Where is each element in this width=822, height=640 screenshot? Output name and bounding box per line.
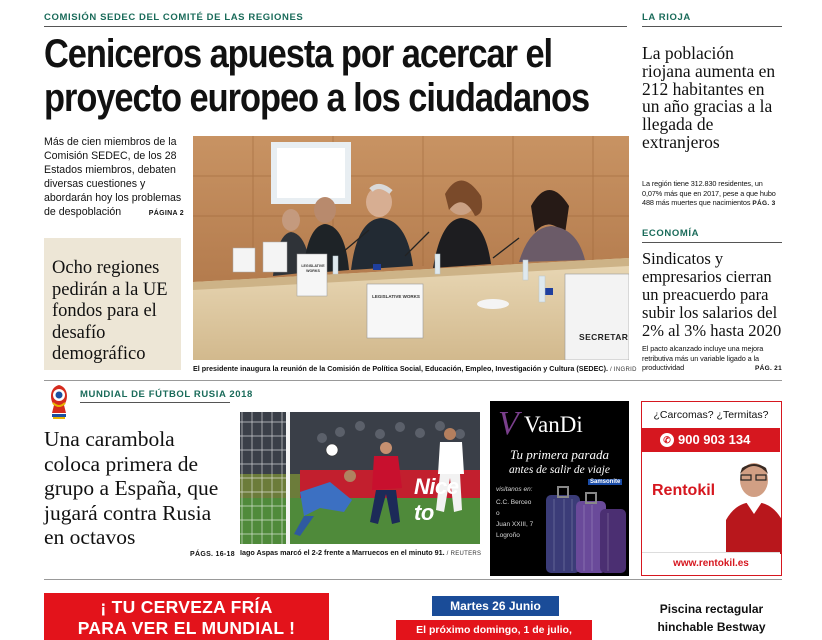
nameplate-small: LEGISLATIVE WORKS [301,264,325,273]
pool-promo[interactable] [641,600,782,636]
kicker-rule [44,26,627,27]
main-photo[interactable] [193,136,629,360]
promo-date: Martes 26 Junio [450,599,541,613]
world-cup-logo [44,383,74,421]
main-photo-caption-text: El presidente inaugura la reunión de la Comisión de Política Social, Educación, Empleo, Investigación y Cultura (SEDEC). [193,364,608,373]
top-story-lead [44,135,184,221]
samsonite-logo: Samsonite [590,479,621,485]
mundial-rule [80,402,230,403]
vandi-address-line: Juan XXIII, 7 [496,521,534,528]
ad-vandi[interactable] [490,401,629,576]
section-divider-right [490,380,782,381]
luggage-icon [536,483,629,576]
vandi-tagline-1: Tu primera parada [510,447,609,462]
main-photo-caption [193,364,637,375]
box-story[interactable] [44,238,181,370]
promo-sunday: El próximo domingo, 1 de julio, [416,624,572,636]
soccer-photo-credit: / REUTERS [446,551,482,557]
beer-ad-line1: ¡ TU CERVEZA FRÍA [100,597,273,617]
soccer-photo[interactable] [240,412,480,544]
mundial-page-ref[interactable]: PÁGS. 16-18 [190,551,235,558]
vandi-address-line: C.C. Berceo [496,499,532,506]
nameplate-secretary: SECRETAR [579,332,629,342]
rentokil-phone-bar[interactable] [642,428,780,452]
top-story-page-ref[interactable]: PÁGINA 2 [148,210,184,217]
pool-line1: Piscina rectagular [659,602,764,616]
main-photo-credit: / INGRID [609,367,637,373]
rentokil-person-photo [726,458,782,554]
beer-ad[interactable] [44,593,329,640]
rioja-kicker: LA RIOJA [642,12,691,23]
rentokil-url-bar [642,552,780,575]
bottom-divider [44,579,782,580]
main-headline-line1[interactable]: Ceniceros apuesta por acercar el [44,32,553,76]
top-story-kicker: COMISIÓN SEDEC DEL COMITÉ DE LAS REGIONES [44,12,304,23]
economia-rule [642,242,782,243]
vandi-v-mark: V [498,405,519,442]
nameplate-left: LEGISLATIVE WORKS [372,294,420,299]
economia-page-ref[interactable]: PÁG. 21 [754,365,782,372]
vandi-visit-label: visítanos en: [496,486,533,493]
vandi-brand: VanDi [524,412,583,437]
rioja-page-ref[interactable]: PÁG. 3 [752,200,776,207]
rioja-body [642,179,782,209]
vandi-tagline-2: antes de salir de viaje [509,464,610,476]
pool-line2: hinchable Bestway [657,620,766,634]
phone-icon: ✆ [660,433,674,447]
rioja-rule [642,26,782,27]
economia-body-text: El pacto alcanzado incluye una mejora retributiva más un variable ligado a la productividad [642,344,764,372]
beer-ad-line2: PARA VER EL MUNDIAL ! [77,618,296,638]
vandi-address-line: Logroño [496,532,520,539]
promo-date-box[interactable] [432,596,559,616]
rentokil-brand: Rentokil [652,482,716,499]
promo-sunday-box[interactable] [396,620,592,640]
rentokil-question: ¿Carcomas? ¿Termitas? [653,409,769,421]
world-cup-trophy-icon [44,383,74,421]
ad-rentokil[interactable] [641,401,782,576]
top-story-lead-text: Más de cien miembros de la Comisión SEDEC, de los 28 Estados miembros, debaten diversas cuestiones y abordarán hoy los problemas de despoblación [44,136,182,218]
soccer-banner-text: Nice to [414,474,459,525]
rentokil-phone[interactable]: 900 903 134 [678,432,751,447]
rioja-body-text: La región tiene 312.830 residentes, un 0,07% más que en 2017, pese a que hubo 488 más muertes que nacimientos [642,179,776,207]
main-photo-illustration [193,136,629,360]
mundial-headline[interactable]: Una carambola coloca primera de grupo a España, que jugará contra Rusia en octavos [44,427,219,549]
main-headline-line2[interactable]: proyecto europeo a los ciudadanos [44,76,590,120]
vandi-address-line: o [496,510,500,517]
economia-kicker: ECONOMÍA [642,228,700,239]
vandi-address [496,497,533,541]
soccer-photo-caption [240,548,481,559]
box-story-headline[interactable]: Ocho regiones pedirán a la UE fondos para el desafío demográfico [52,258,168,364]
mundial-kicker: MUNDIAL DE FÚTBOL RUSIA 2018 [80,389,253,400]
rioja-headline[interactable]: La población riojana aumenta en 212 habitantes en un año gracias a la llegada de extranjeros [642,43,776,152]
soccer-photo-caption-text: Iago Aspas marcó el 2-2 frente a Marruecos en el minuto 91. [240,548,445,557]
economia-body [642,344,782,374]
economia-headline[interactable]: Sindicatos y empresarios cierran un preacuerdo para subir los salarios del 2% al 3% hasta 2020 [642,249,782,340]
rentokil-url[interactable]: www.rentokil.es [673,558,749,569]
